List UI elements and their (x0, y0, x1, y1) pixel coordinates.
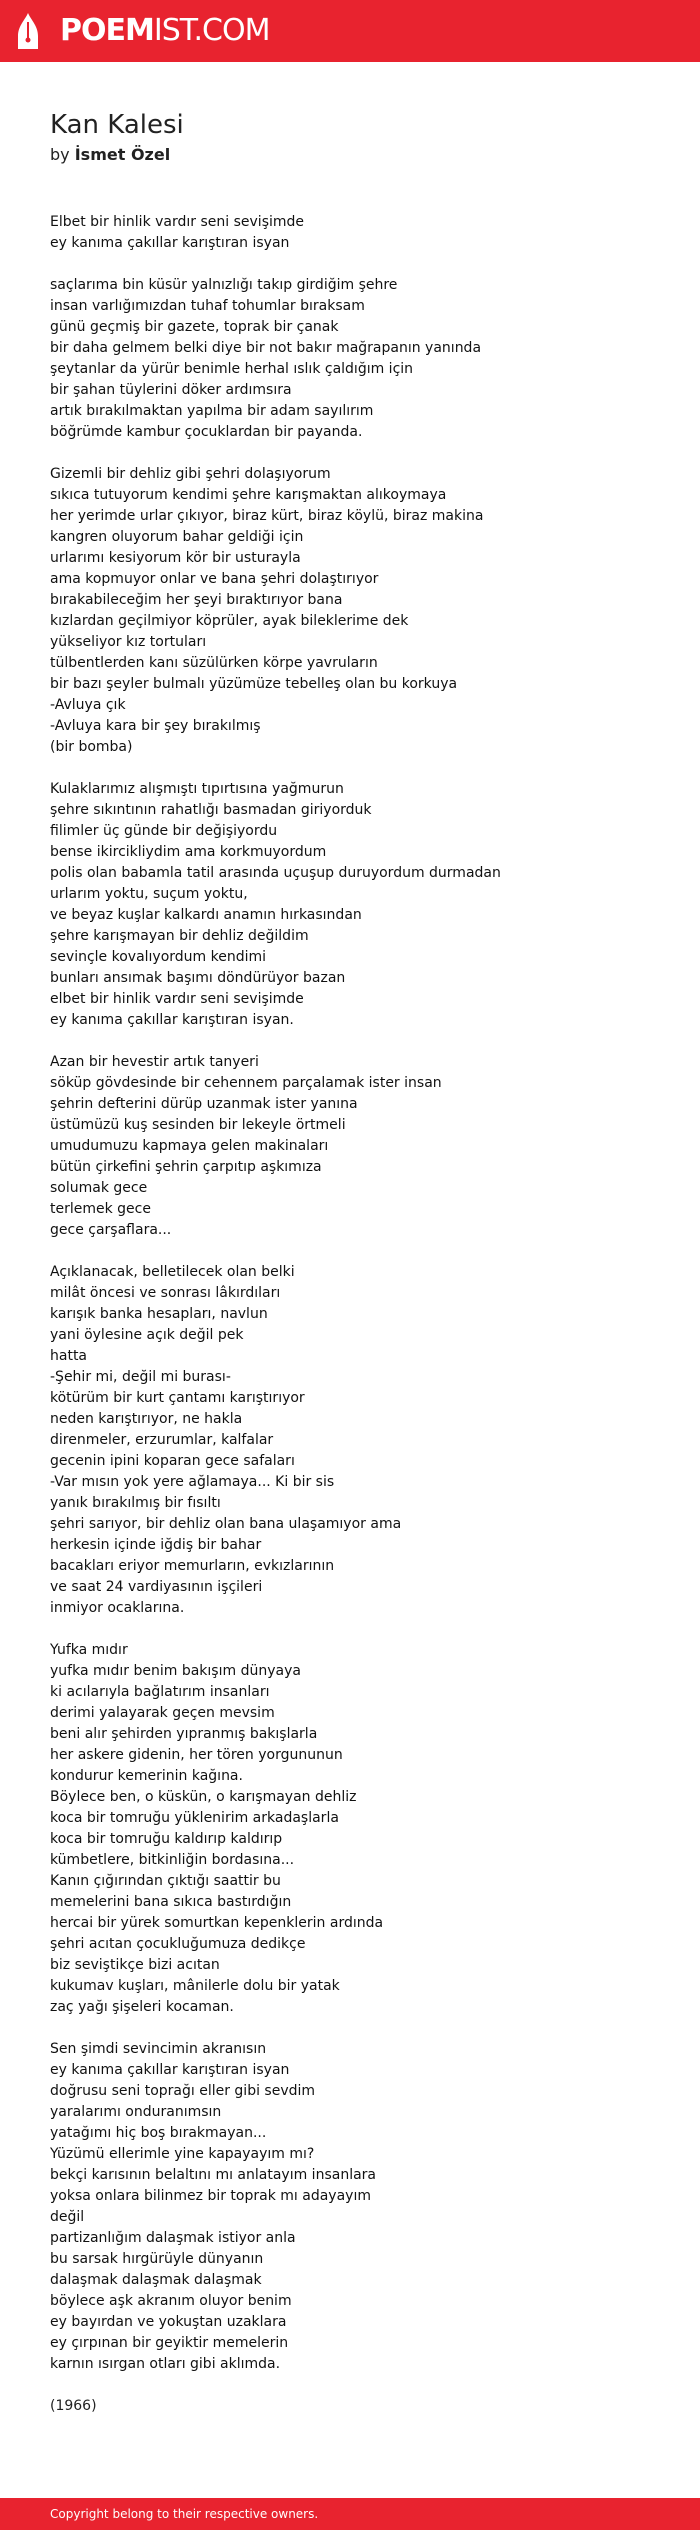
poem-line: şehri sarıyor, bir dehliz olan bana ulaşamıyor ama (50, 1516, 402, 1532)
poem-line: her yerimde urlar çıkıyor, biraz kürt, biraz köylü, biraz makina (50, 508, 484, 524)
poem-line: ve beyaz kuşlar kalkardı anamın hırkasından (50, 907, 362, 923)
poem-line: ey kanıma çakıllar karıştıran isyan (50, 235, 290, 251)
poem-line: ki acılarıyla bağlatırım insanları (50, 1684, 270, 1700)
poem-line: şehri acıtan çocukluğumuza dedikçe (50, 1936, 306, 1952)
logo-bold-part: POEM (60, 13, 154, 48)
poem-line: Yufka mıdır (50, 1642, 128, 1658)
poem-byline (50, 144, 670, 166)
poem-line: değil (50, 2209, 85, 2225)
poem-line: kızlardan geçilmiyor köprüler, ayak bileklerime dek (50, 613, 409, 629)
poem-line: Kanın çığırından çıktığı saattir bu (50, 1873, 281, 1889)
poem-line: -Var mısın yok yere ağlamaya... Ki bir sis (50, 1474, 335, 1490)
poem-line: partizanlığım dalaşmak istiyor anla (50, 2230, 296, 2246)
poem-line: Gizemli bir dehliz gibi şehri dolaşıyorum (50, 466, 331, 482)
poem-line: umudumuzu kapmaya gelen makinaları (50, 1138, 329, 1154)
poem-line: (bir bomba) (50, 739, 133, 755)
poem-line: milât öncesi ve sonrası lâkırdıları (50, 1285, 281, 1301)
poem-line: kukumav kuşları, mânilerle dolu bir yatak (50, 1978, 340, 1994)
poem-line: bırakabileceğim her şeyi bıraktırıyor bana (50, 592, 343, 608)
poem-line: bu sarsak hırgürüyle dünyanın (50, 2251, 264, 2267)
poem-content (50, 108, 670, 2417)
poem-line: solumak gece (50, 1180, 148, 1196)
poem-line: Kulaklarımız alışmıştı tıpırtısına yağmurun (50, 781, 344, 797)
poem-line: yaralarımı onduranımsın (50, 2104, 222, 2120)
poem-line: ey kanıma çakıllar karıştıran isyan. (50, 1012, 294, 1028)
poem-line: bekçi karısının belaltını mı anlatayım insanlara (50, 2167, 376, 2183)
site-footer (0, 2498, 700, 2530)
poem-line: bir daha gelmem belki diye bir not bakır mağrapanın yanında (50, 340, 482, 356)
poem-line: saçlarıma bin küsür yalnızlığı takıp girdiğim şehre (50, 277, 398, 293)
poem-title: Kan Kalesi (50, 110, 184, 140)
poem-body (50, 212, 670, 2375)
poem-line: yatağımı hiç boş bırakmayan... (50, 2125, 267, 2141)
poem-line: memelerini bana sıkıca bastırdığın (50, 1894, 292, 1910)
poem-line: Böylece ben, o küskün, o karışmayan dehliz (50, 1789, 357, 1805)
poem-line: terlemek gece (50, 1201, 151, 1217)
stanza (50, 2039, 670, 2375)
poem-line: direnmeler, erzurumlar, kalfalar (50, 1432, 274, 1448)
poem-line: böğrümde kambur çocuklardan bir payanda. (50, 424, 363, 440)
poem-line: yanık bırakılmış bir fısıltı (50, 1495, 221, 1511)
stanza (50, 1640, 670, 2018)
stanza (50, 1052, 670, 1241)
poem-line: şehrin defterini dürüp uzanmak ister yanına (50, 1096, 358, 1112)
poem-line: Yüzümü ellerimle yine kapayayım mı? (50, 2146, 315, 2162)
poem-line: filimler üç günde bir değişiyordu (50, 823, 278, 839)
poem-line: herkesin içinde iğdiş bir bahar (50, 1537, 262, 1553)
poem-line: yoksa onlara bilinmez bir toprak mı adayayım (50, 2188, 371, 2204)
poem-line: yükseliyor kız tortuları (50, 634, 207, 650)
poem-line: kümbetlere, bitkinliğin bordasına... (50, 1852, 295, 1868)
poem-line: Açıklanacak, belletilecek olan belki (50, 1264, 295, 1280)
stanza (50, 464, 670, 758)
poem-line: bir şahan tüylerini döker ardımsıra (50, 382, 292, 398)
poem-line: üstümüzü kuş sesinden bir lekeyle örtmeli (50, 1117, 346, 1133)
poem-line: doğrusu seni toprağı eller gibi sevdim (50, 2083, 316, 2099)
poem-line: kangren oluyorum bahar geldiği için (50, 529, 304, 545)
by-label: by (50, 145, 70, 164)
poem-line: şehre karışmayan bir dehliz değildim (50, 928, 309, 944)
stanza (50, 212, 670, 254)
poem-line: biz seviştikçe bizi acıtan (50, 1957, 220, 1973)
poem-line: ama kopmuyor onlar ve bana şehri dolaştırıyor (50, 571, 379, 587)
poem-line: neden karıştırıyor, ne hakla (50, 1411, 243, 1427)
poem-line: ve saat 24 vardiyasının işçileri (50, 1579, 263, 1595)
poem-line: inmiyor ocaklarına. (50, 1600, 185, 1616)
poem-line: sevinçle kovalıyordum kendimi (50, 949, 267, 965)
poem-line: -Şehir mi, değil mi burası- (50, 1369, 231, 1385)
poem-line: ey kanıma çakıllar karıştıran isyan (50, 2062, 290, 2078)
stanza (50, 779, 670, 1031)
poem-line: böylece aşk akranım oluyor benim (50, 2293, 292, 2309)
poem-line: söküp gövdesinde bir cehennem parçalamak ister insan (50, 1075, 442, 1091)
poem-line: beni alır şehirden yıpranmış bakışlarla (50, 1726, 318, 1742)
poem-line: karışık banka hesapları, navlun (50, 1306, 268, 1322)
poem-line: elbet bir hinlik vardır seni sevişimde (50, 991, 304, 1007)
poem-line: yani öylesine açık değil pek (50, 1327, 244, 1343)
poem-line: Elbet bir hinlik vardır seni sevişimde (50, 214, 305, 230)
poem-line: ey bayırdan ve yokuştan uzaklara (50, 2314, 287, 2330)
poem-line: karnın ısırgan otları gibi aklımda. (50, 2356, 281, 2372)
poem-line: derimi yalayarak geçen mevsim (50, 1705, 275, 1721)
poem-line: urlarım yoktu, suçum yoktu, (50, 886, 248, 902)
poem-line: -Avluya çık (50, 697, 126, 713)
poem-line: Azan bir hevestir artık tanyeri (50, 1054, 259, 1070)
poem-line: kondurur kemerinin kağına. (50, 1768, 243, 1784)
poem-date: (1966) (50, 2398, 97, 2414)
poem-line: gecenin ipini koparan gece safaları (50, 1453, 295, 1469)
poem-line: polis olan babamla tatil arasında uçuşup duruyordum durmadan (50, 865, 501, 881)
site-header (0, 0, 700, 62)
poem-line: şeytanlar da yürür benimle herhal ıslık çaldığım için (50, 361, 414, 377)
stanza (50, 1262, 670, 1619)
site-logo[interactable] (60, 13, 269, 49)
logo-thin-part: IST.COM (153, 13, 270, 48)
poem-line: bir bazı şeyler bulmalı yüzümüze tebelleş olan bu korkuya (50, 676, 458, 692)
poem-line: hercai bir yürek somurtkan kepenklerin ardında (50, 1915, 384, 1931)
poem-line: yufka mıdır benim bakışım dünyaya (50, 1663, 301, 1679)
poem-line: koca bir tomruğu yüklenirim arkadaşlarla (50, 1810, 339, 1826)
poem-line: tülbentlerden kanı süzülürken körpe yavruların (50, 655, 378, 671)
poem-line: bense ikircikliydim ama korkmuyordum (50, 844, 327, 860)
poem-line: urlarımı kesiyorum kör bir usturayla (50, 550, 301, 566)
poem-line: -Avluya kara bir şey bırakılmış (50, 718, 261, 734)
pen-nib-icon[interactable] (16, 12, 40, 50)
poem-line: her askere gidenin, her tören yorgununun (50, 1747, 343, 1763)
poem-line: zaç yağı şişeleri kocaman. (50, 1999, 234, 2015)
poem-line: bütün çirkefini şehrin çarpıtıp aşkımıza (50, 1159, 322, 1175)
poem-line: Sen şimdi sevincimin akranısın (50, 2041, 267, 2057)
poem-line: koca bir tomruğu kaldırıp kaldırıp (50, 1831, 283, 1847)
poem-line: ey çırpınan bir geyiktir memelerin (50, 2335, 289, 2351)
copyright-text: Copyright belong to their respective owners. (50, 2507, 319, 2521)
poem-line: kötürüm bir kurt çantamı karıştırıyor (50, 1390, 305, 1406)
poem-line: şehre sıkıntının rahatlığı basmadan giriyorduk (50, 802, 372, 818)
poem-line: insan varlığımızdan tuhaf tohumlar bıraksam (50, 298, 365, 314)
poem-line: dalaşmak dalaşmak dalaşmak (50, 2272, 262, 2288)
poem-line: hatta (50, 1348, 88, 1364)
poem-line: bacakları eriyor memurların, evkızlarının (50, 1558, 335, 1574)
poem-line: günü geçmiş bir gazete, toprak bir çanak (50, 319, 339, 335)
poem-line: sıkıca tutuyorum kendimi şehre karışmaktan alıkoymaya (50, 487, 447, 503)
author-link[interactable]: İsmet Özel (74, 145, 171, 164)
stanza (50, 275, 670, 443)
poem-line: artık bırakılmaktan yapılma bir adam sayılırım (50, 403, 374, 419)
poem-line: gece çarşaflara... (50, 1222, 172, 1238)
poem-line: bunları ansımak başımı döndürüyor bazan (50, 970, 346, 986)
